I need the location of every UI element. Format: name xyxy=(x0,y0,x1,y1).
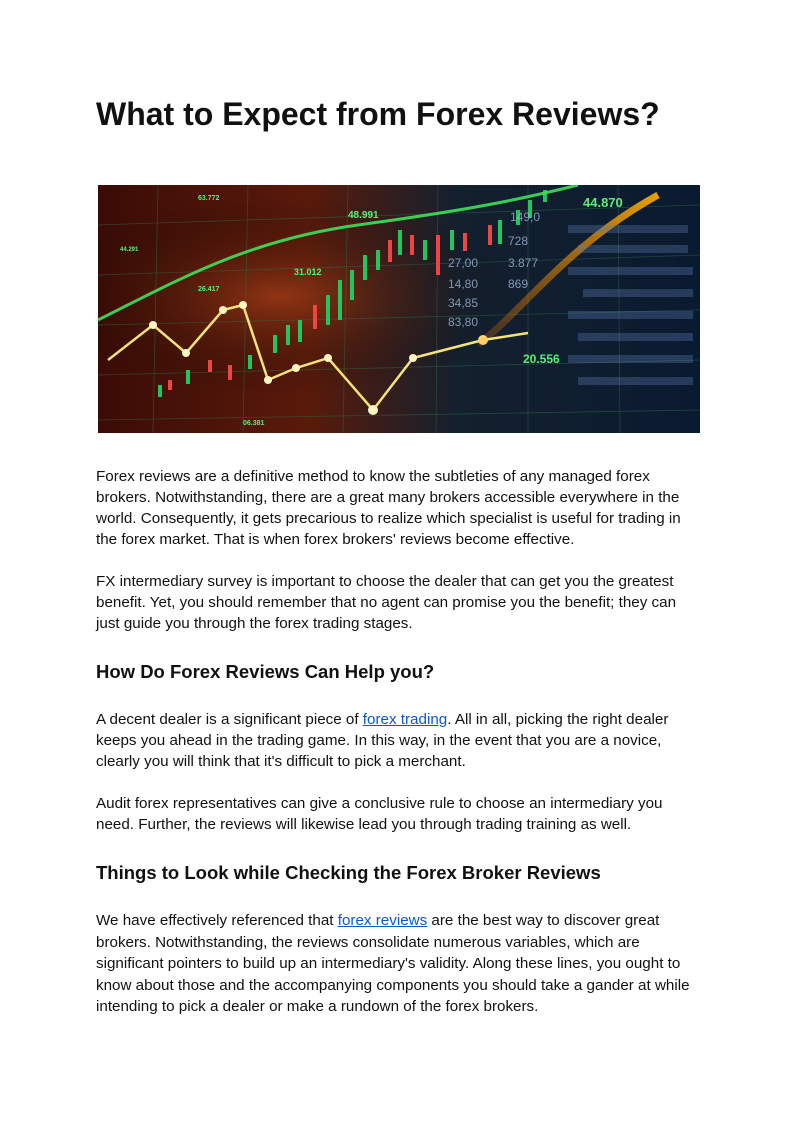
paragraph-dealer xyxy=(96,709,701,772)
svg-text:26.417: 26.417 xyxy=(198,286,220,293)
svg-text:3.877: 3.877 xyxy=(508,256,539,270)
svg-text:06.381: 06.381 xyxy=(243,420,265,427)
svg-text:31.012: 31.012 xyxy=(294,267,322,277)
forex-trading-link[interactable]: forex trading xyxy=(362,711,448,728)
svg-text:20.556: 20.556 xyxy=(523,352,560,366)
paragraph-text: A decent dealer is a significant piece of forex trading. All in all, picking the right dealer keeps you ahead in the trading game. In this way, in the event that you are a novice, clearly you will think that it's difficult to pick a merchant. xyxy=(96,711,669,770)
svg-text:27,00: 27,00 xyxy=(448,256,479,270)
svg-text:149,0: 149,0 xyxy=(510,210,541,224)
section-heading: Things to Look while Checking the Forex Broker Reviews xyxy=(96,862,601,883)
svg-text:44.870: 44.870 xyxy=(583,195,623,210)
paragraph-survey xyxy=(96,571,701,634)
paragraph-text: Forex reviews are a definitive method to know the subtleties of any managed forex brokers. Notwithstanding, there are a great many brokers accessible everywhere in the world. Consequently, it gets precarious to realize which specialist is useful for trading in the forex market. That is when forex brokers' reviews become effective. xyxy=(96,468,681,548)
paragraph-referenced xyxy=(96,910,701,1018)
forex-reviews-link[interactable]: forex reviews xyxy=(337,912,428,929)
paragraph-intro xyxy=(96,466,701,550)
paragraph-text: FX intermediary survey is important to choose the dealer that can get you the greatest benefit. Yet, you should remember that no agent can promise you the benefit; they can just guide you through the forex trading stages. xyxy=(96,573,677,632)
section-heading-help xyxy=(96,661,701,683)
paragraph-text: Audit forex representatives can give a conclusive rule to choose an intermediary you need. Further, the reviews will likewise lead you through trading training as well. xyxy=(96,795,663,833)
svg-text:44.291: 44.291 xyxy=(120,247,139,253)
svg-text:869: 869 xyxy=(508,277,529,291)
svg-text:34,85: 34,85 xyxy=(448,296,479,310)
svg-text:14,80: 14,80 xyxy=(448,277,479,291)
svg-text:63.772: 63.772 xyxy=(198,195,220,202)
section-heading-things xyxy=(96,862,701,884)
section-heading: How Do Forex Reviews Can Help you? xyxy=(96,661,435,682)
page-title: What to Expect from Forex Reviews? xyxy=(96,96,660,132)
svg-text:728: 728 xyxy=(508,234,529,248)
paragraph-text: We have effectively referenced that forex reviews are the best way to discover great brokers. Notwithstanding, the reviews consolidate numerous variables, which are significant pointers to build up an intermediary's validity. Along these lines, you ought to know about those and the accompanying components you should take a gander at while intending to pick a dealer or make a rundown of the forex brokers. xyxy=(96,912,690,1015)
svg-text:48.991: 48.991 xyxy=(348,210,379,221)
paragraph-audit xyxy=(96,793,701,835)
svg-text:83,80: 83,80 xyxy=(448,315,479,329)
forex-chart-image xyxy=(98,185,700,433)
forex-chart-graphic xyxy=(98,185,700,433)
